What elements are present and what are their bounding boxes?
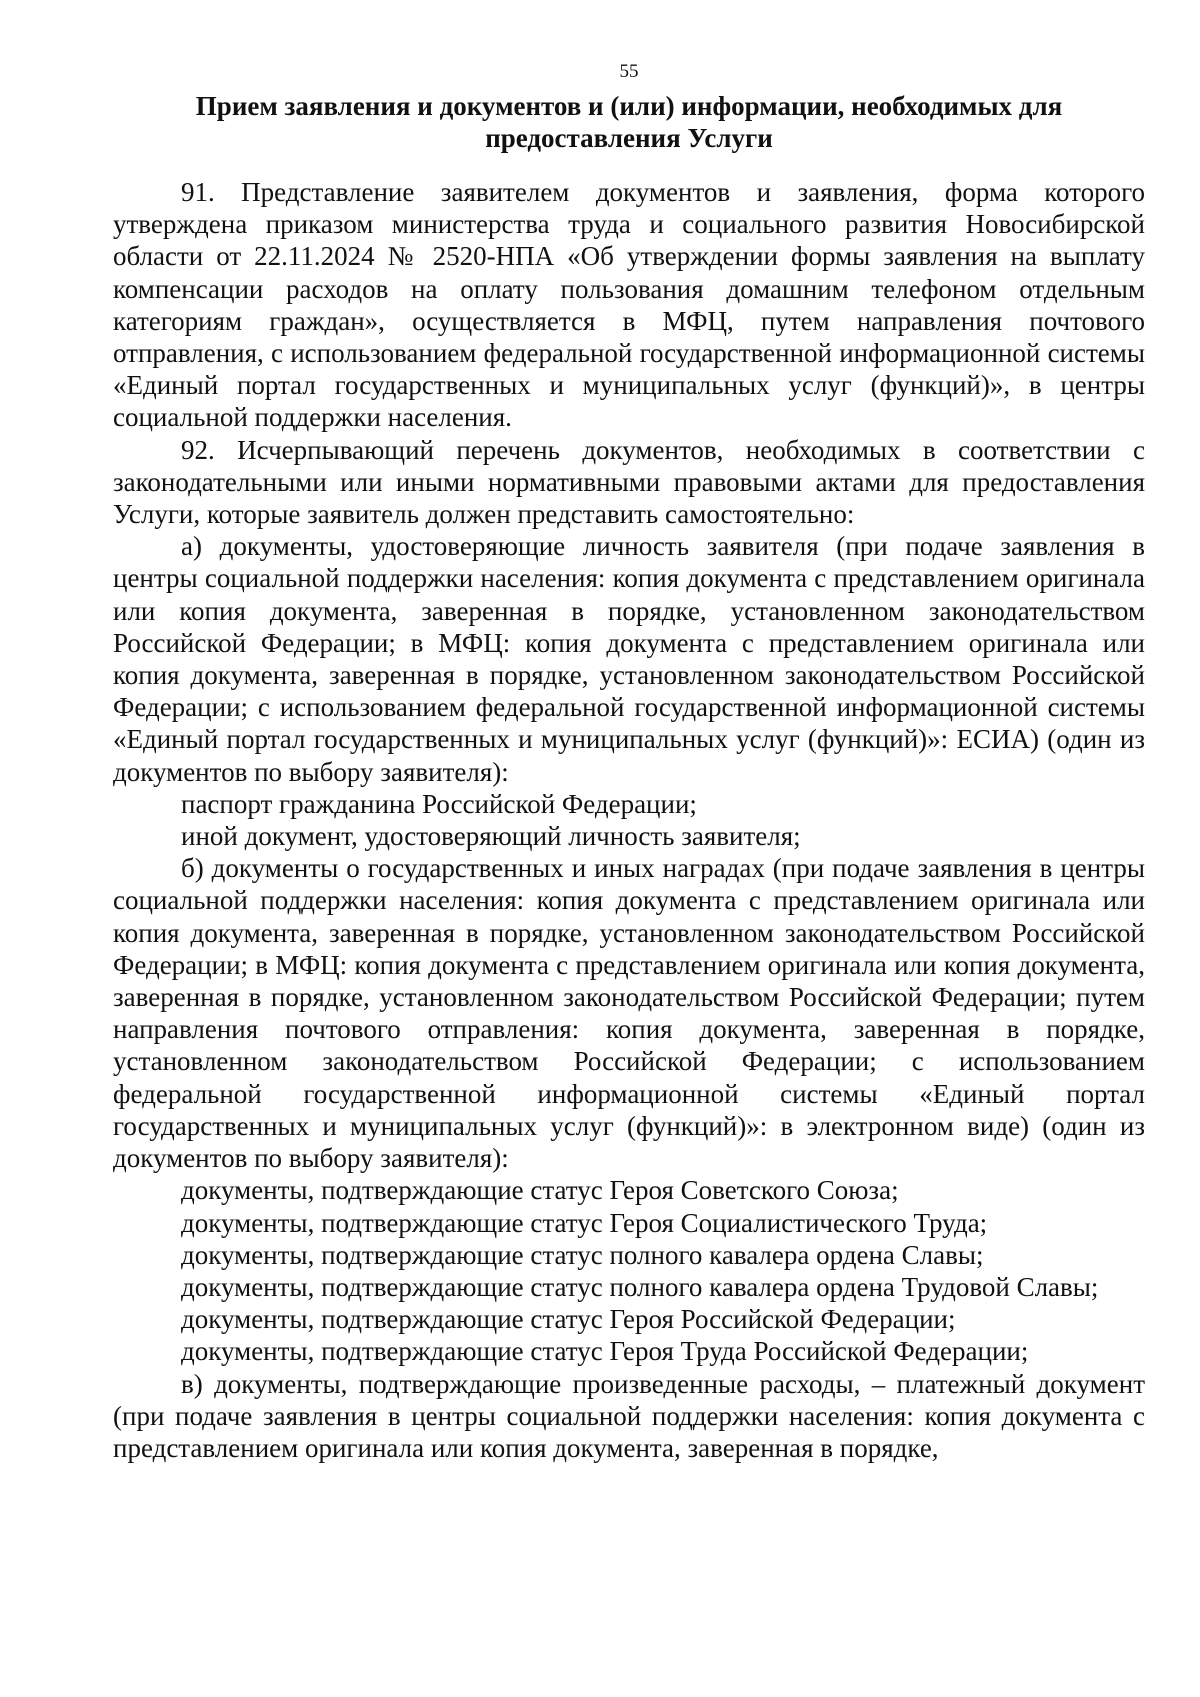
section-heading-line-2: предоставления Услуги bbox=[485, 123, 773, 153]
list-item: иной документ, удостоверяющий личность заявителя; bbox=[181, 821, 801, 852]
list-item: паспорт гражданина Российской Федерации; bbox=[181, 788, 697, 819]
item-v: в) документы, подтверждающие произведенные расходы, – платежный документ (при подаче заявления в центры социальной поддержки населения: копия документа с представлением оригинала или копия документа, заверенная в порядке, bbox=[113, 1368, 1145, 1463]
section-heading-line-1: Прием заявления и документов и (или) информации, необходимых для bbox=[195, 91, 1063, 121]
list-item: документы, подтверждающие статус Героя Советского Союза; bbox=[181, 1175, 899, 1206]
document-page bbox=[113, 60, 1145, 1464]
list-item: документы, подтверждающие статус полного кавалера ордена Трудовой Славы; bbox=[181, 1271, 1099, 1302]
list-item: документы, подтверждающие статус Героя Социалистического Труда; bbox=[181, 1207, 988, 1238]
page-number: 55 bbox=[619, 61, 639, 82]
paragraph-91: 91. Представление заявителем документов и заявления, форма которого утверждена приказом министерства труда и социального развития Новосибирской области от 22.11.2024 № 2520-НПА «Об утверждении формы заявления на выплату компенсации расходов на оплату пользования домашним телефоном отдельным категориям граждан», осуществляется в МФЦ, путем направления почтового отправления, с использованием федеральной государственной информационной системы «Единый портал государственных и муниципальных услуг (функций)», в центры социальной поддержки населения. bbox=[113, 177, 1145, 433]
item-b: б) документы о государственных и иных наградах (при подаче заявления в центры социальной поддержки населения: копия документа с представлением оригинала или копия документа, заверенная в порядке, установленном законодательством Российской Федерации; в МФЦ: копия документа с представлением оригинала или копия документа, заверенная в порядке, установленном законодательством Российской Федерации; путем направления почтового отправления: копия документа, заверенная в порядке, установленном законодательством Российской Федерации; с использованием федеральной государственной информационной системы «Единый портал государственных и муниципальных услуг (функций)»: в электронном виде) (один из документов по выбору заявителя): bbox=[113, 853, 1145, 1174]
list-item: документы, подтверждающие статус Героя Труда Российской Федерации; bbox=[181, 1336, 1029, 1367]
list-item: документы, подтверждающие статус Героя Российской Федерации; bbox=[181, 1304, 956, 1335]
paragraph-92: 92. Исчерпывающий перечень документов, необходимых в соответствии с законодательными или иными нормативными правовыми актами для предоставления Услуги, которые заявитель должен представить самостоятельно: bbox=[113, 434, 1145, 530]
section-heading bbox=[113, 90, 1145, 154]
list-item: документы, подтверждающие статус полного кавалера ордена Славы; bbox=[181, 1239, 984, 1270]
body-text bbox=[113, 176, 1145, 1464]
item-a: а) документы, удостоверяющие личность заявителя (при подаче заявления в центры социальной поддержки населения: копия документа с представлением оригинала или копия документа, заверенная в порядке, установленном законодательством Российской Федерации; в МФЦ: копия документа с представлением оригинала или копия документа, заверенная в порядке, установленном законодательством Российской Федерации; с использованием федеральной государственной информационной системы «Единый портал государственных и муниципальных услуг (функций)»: ЕСИА) (один из документов по выбору заявителя): bbox=[113, 531, 1145, 787]
